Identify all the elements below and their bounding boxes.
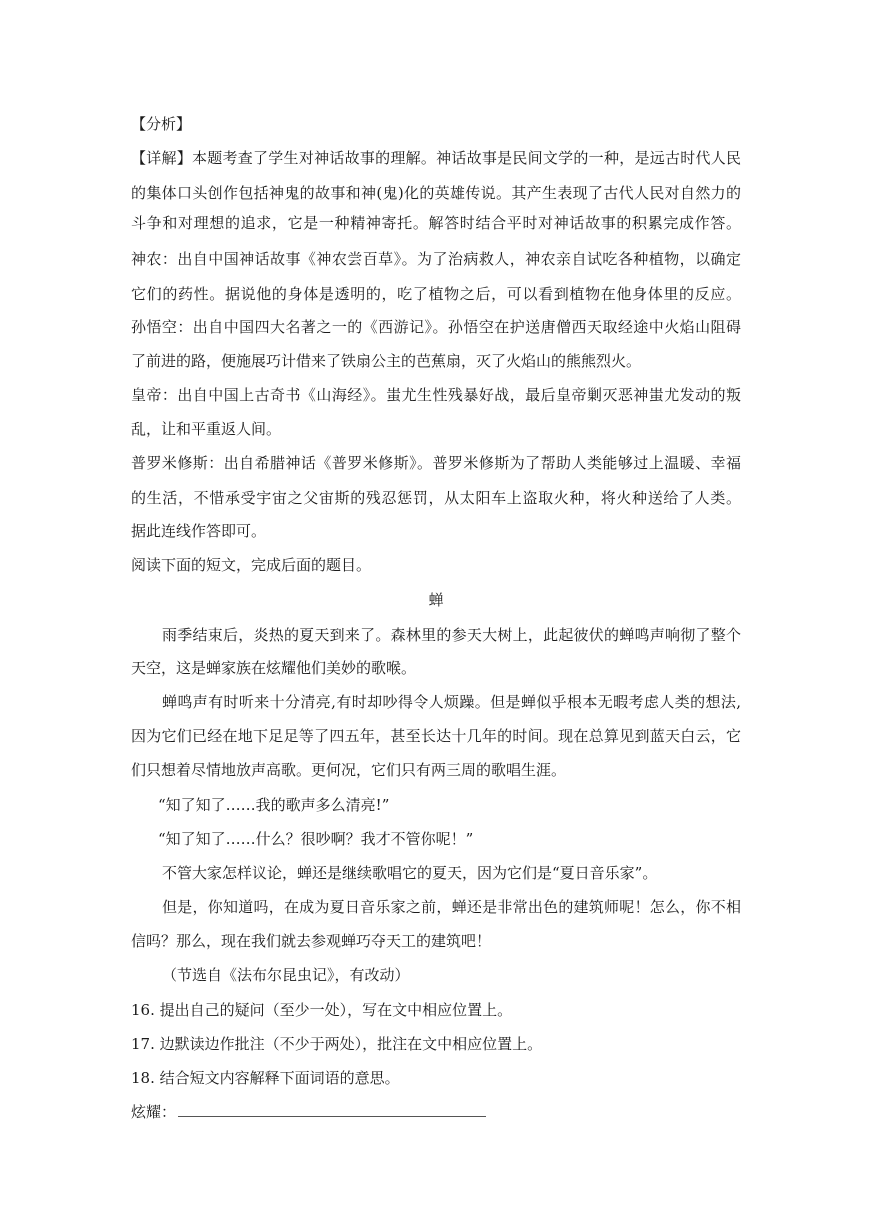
passage-source: （节选自《法布尔昆虫记》，有改动） (162, 966, 410, 984)
passage-quote: “知了知了……我的歌声多么清亮!” (158, 796, 390, 814)
passage-paragraph-line: 因为它们已经在地下足足等了四五年，甚至长达十几年的时间。现在总算见到蓝天白云，它 (131, 727, 741, 745)
analysis-heading: 【分析】 (131, 115, 192, 133)
reading-instruction: 阅读下面的短文，完成后面的题目。 (131, 556, 372, 574)
passage-paragraph-line: 天空，这是蝉家族在炫耀他们美妙的歌喉。 (131, 659, 417, 677)
question-18: 18. 结合短文内容解释下面词语的意思。 (131, 1069, 400, 1087)
passage-paragraph-line: 蝉鸣声有时听来十分清亮,有时却吵得令人烦躁。但是蝉似乎根本无暇考虑人类的想法, (162, 693, 741, 711)
analysis-line: 的生活，不惜承受宇宙之父宙斯的残忍惩罚，从太阳车上盗取火种，将火种送给了人类。 (131, 489, 741, 507)
analysis-line: 的集体口头创作包括神鬼的故事和神(鬼)化的英雄传说。其产生表现了古代人民对自然力的 (131, 184, 741, 202)
analysis-line: 皇帝：出自中国上古奇书《山海经》。蚩尤生性残暴好战，最后皇帝剿灭恶神蚩尤发动的叛 (131, 386, 741, 404)
passage-paragraph-line: 们只想着尽情地放声高歌。更何况，它们只有两三周的歌唱生涯。 (131, 761, 567, 779)
analysis-line: 斗争和对理想的追求，它是一种精神寄托。解答时结合平时对神话故事的积累完成作答。 (131, 214, 741, 232)
analysis-line: 乱，让和平重返人间。 (131, 420, 282, 438)
answer-label: 炫耀： (131, 1103, 177, 1121)
answer-blank-line[interactable] (178, 1102, 486, 1117)
passage-paragraph-line: 不管大家怎样议论，蝉还是继续歌唱它的夏天，因为它们是“夏日音乐家”。 (162, 864, 658, 882)
passage-paragraph-line: 信吗？那么，现在我们就去参观蝉巧夺天工的建筑吧！ (131, 932, 492, 950)
analysis-line: 【详解】本题考查了学生对神话故事的理解。神话故事是民间文学的一种，是远古时代人民 (131, 149, 741, 167)
analysis-line: 它们的药性。据说他的身体是透明的，吃了植物之后，可以看到植物在他身体里的反应。 (131, 285, 741, 303)
passage-title: 蝉 (428, 591, 444, 609)
passage-paragraph-line: 但是，你知道吗，在成为夏日音乐家之前，蝉还是非常出色的建筑师呢！怎么，你不相 (162, 898, 741, 916)
passage-quote: “知了知了……什么？很吵啊？我才不管你呢！” (158, 830, 474, 848)
analysis-line: 普罗米修斯：出自希腊神话《普罗米修斯》。普罗米修斯为了帮助人类能够过上温暖、幸福 (131, 454, 741, 472)
question-16: 16. 提出自己的疑问（至少一处），写在文中相应位置上。 (131, 1001, 513, 1019)
analysis-line: 据此连线作答即可。 (131, 522, 267, 540)
question-17: 17. 边默读边作批注（不少于两处），批注在文中相应位置上。 (131, 1035, 543, 1053)
analysis-line: 神农：出自中国神话故事《神农尝百草》。为了治病救人，神农亲自试吃各种植物，以确定 (131, 250, 741, 268)
answer-row (131, 1102, 741, 1122)
passage-paragraph-line: 雨季结束后，炎热的夏天到来了。森林里的参天大树上，此起彼伏的蝉鸣声响彻了整个 (162, 626, 741, 644)
analysis-line: 孙悟空：出自中国四大名著之一的《西游记》。孙悟空在护送唐僧西天取经途中火焰山阻碍 (131, 318, 741, 336)
analysis-line: 了前进的路，便施展巧计借来了铁扇公主的芭蕉扇，灭了火焰山的熊熊烈火。 (131, 352, 642, 370)
